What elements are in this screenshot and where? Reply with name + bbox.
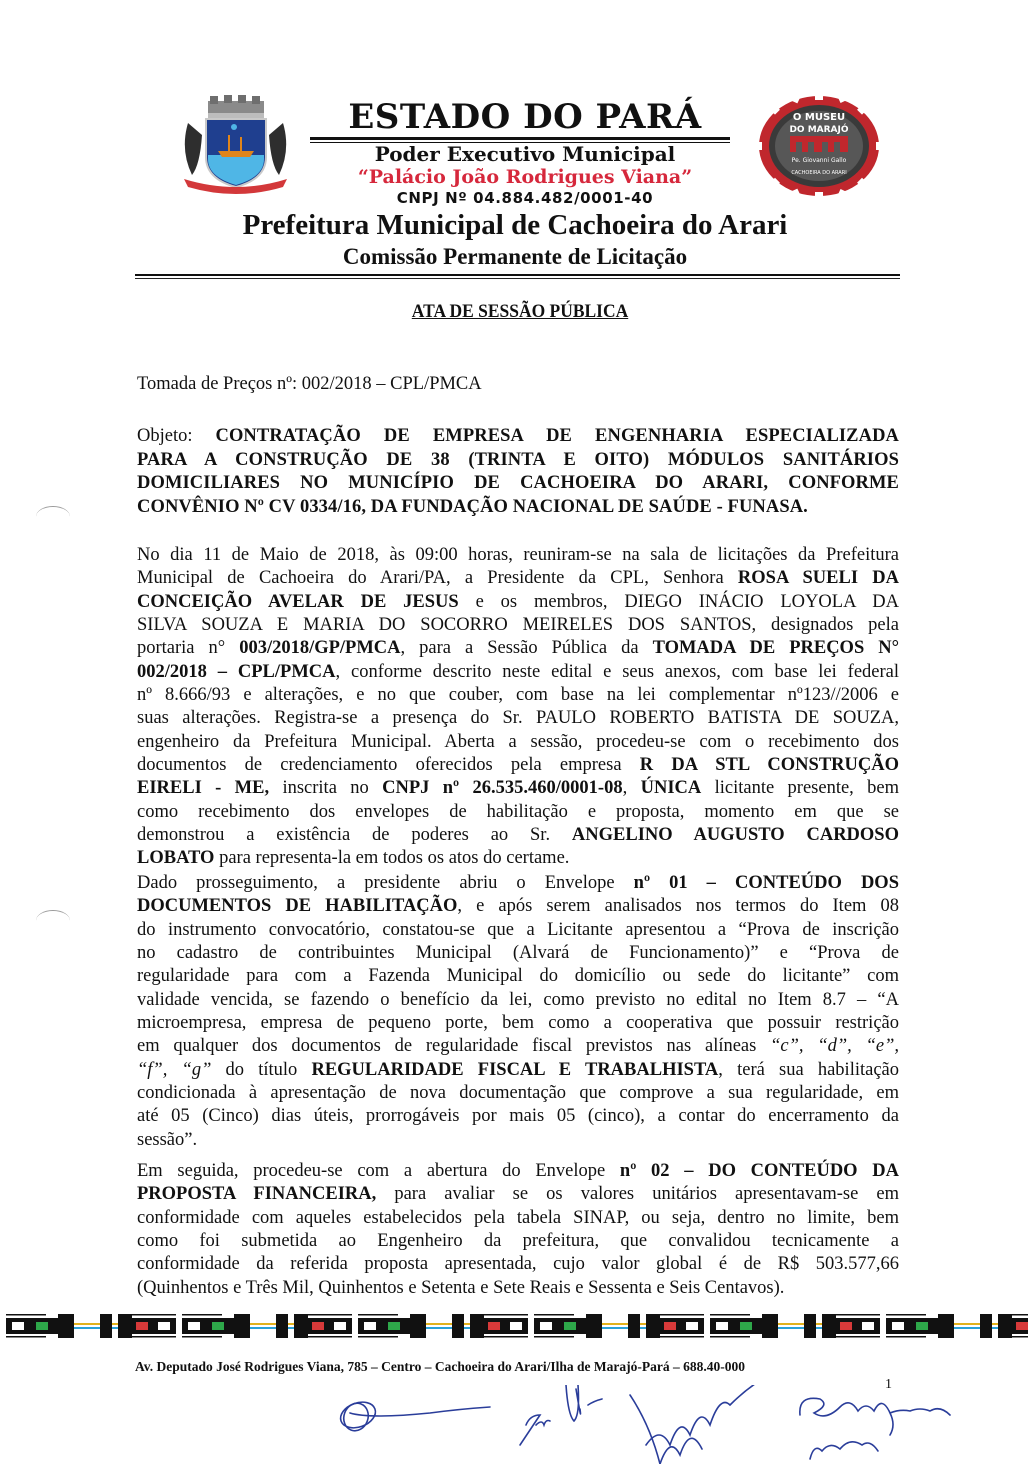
seal-text: Pe. Giovanni Gallo <box>791 157 847 164</box>
text-run: sessão”. <box>137 1129 198 1150</box>
bold-text: PROPOSTA FINANCEIRA, <box>137 1184 377 1205</box>
text-line <box>137 1035 899 1058</box>
text-line <box>137 872 899 895</box>
text-run: do instrumento convocatório, constatou-se que a Licitante apresentou a “Prova de inscrição <box>137 919 899 940</box>
footer-address: Av. Deputado José Rodrigues Viana, 785 – Centro – Cachoeira do Arari/Ilha de Marajó-Pará – 688.40-000 <box>135 1359 745 1374</box>
italic-text: “f”, “g” <box>137 1059 212 1080</box>
signatures-icon <box>330 1385 980 1464</box>
object-text: DOMICILIARES NO MUNICÍPIO DE CACHOEIRA DO ARARI, CONFORME <box>137 473 899 493</box>
bold-text: DOCUMENTOS DE HABILITAÇÃO <box>137 896 458 917</box>
text-line <box>137 801 899 824</box>
bold-text: CONCEIÇÃO AVELAR DE JESUS <box>137 591 459 612</box>
marajoara-border-band <box>0 1312 1028 1340</box>
text-line <box>137 637 899 660</box>
bold-text: 003/2018/GP/PMCA <box>239 638 401 659</box>
municipal-cnpj: CNPJ Nº 04.884.482/0001-40 <box>396 189 654 207</box>
text-line <box>137 754 899 777</box>
object-section <box>137 425 899 519</box>
punch-hole-mark <box>36 506 70 527</box>
text-run: No dia 11 de Maio de 2018, às 09:00 horas, reuniram-se na sala de licitações da Prefeitura <box>137 545 899 565</box>
bold-text: LOBATO <box>137 848 215 869</box>
bold-text: EIRELI - ME, <box>137 778 270 799</box>
text-run: documentos de credenciamento oferecidos pela empresa <box>137 755 640 776</box>
bold-text: ANGELINO AUGUSTO CARDOSO <box>571 825 899 846</box>
text-run: no cadastro de contribuintes Municipal (Alvará de Funcionamento)” e “Prova de <box>137 943 899 964</box>
text-run: SILVA SOUZA E MARIA DO SOCORRO MEIRELES DOS SANTOS, designados pela <box>137 615 899 636</box>
seal-text: DO MARAJÓ <box>789 125 849 135</box>
text-run: até 05 (Cinco) dias úteis, prorrogáveis por mais 05 (cinco), a contar do encerramento da <box>137 1106 899 1127</box>
text-line <box>137 1059 899 1082</box>
text-run: inscrita no <box>269 778 383 799</box>
signature-mark <box>337 1398 490 1435</box>
bold-text: nº 01 – CONTEÚDO DOS <box>633 873 899 893</box>
executive-power-heading: Poder Executivo Municipal <box>374 142 676 166</box>
text-run: como foi submetida ao Engenheiro da prefeitura, que convalidou tecnicamente a <box>137 1231 899 1252</box>
text-run: , terá sua habilitação <box>718 1059 899 1080</box>
bold-text: TOMADA DE PREÇOS N° <box>652 638 899 659</box>
text-line <box>137 591 899 614</box>
text-line <box>137 614 899 637</box>
bold-text: R DA STL CONSTRUÇÃO <box>639 755 899 776</box>
bold-text: nº 02 – DO CONTEÚDO DA <box>619 1161 899 1181</box>
text-run: e os membros, DIEGO INÁCIO LOYOLA DA <box>458 591 899 612</box>
text-run: Dado prosseguimento, a presidente abriu o Envelope <box>137 873 634 893</box>
paragraph-habilitation <box>137 872 899 1152</box>
signature-mark <box>800 1398 950 1459</box>
text-line <box>137 824 899 847</box>
text-run: licitante presente, bem <box>701 778 900 799</box>
museum-seal-icon <box>756 94 882 198</box>
seal-text: CACHOEIRA DO ARARI <box>791 170 847 176</box>
header-divider <box>135 274 900 276</box>
band-motif <box>886 1314 1028 1338</box>
text-run: do título <box>211 1059 312 1080</box>
text-line <box>137 1183 899 1206</box>
text-run: Em seguida, procedeu-se com a abertura do Envelope <box>137 1161 620 1181</box>
text-line <box>137 1253 899 1276</box>
commission-heading: Comissão Permanente de Licitação <box>342 244 688 269</box>
header-divider <box>135 278 900 279</box>
text-run: para avaliar se os valores unitários apresentavam-se em <box>376 1184 899 1205</box>
text-line <box>137 965 899 988</box>
text-line <box>137 684 899 707</box>
text-line <box>137 1207 899 1230</box>
band-motif <box>710 1314 880 1338</box>
text-run: (Quinhentos e Três Mil, Quinhentos e Setenta e Sete Reais e Sessenta e Seis Centavos). <box>137 1277 785 1298</box>
state-heading: ESTADO DO PARÁ <box>348 97 702 137</box>
band-motif <box>182 1314 352 1338</box>
object-text: CONVÊNIO Nº CV 0334/16, DA FUNDAÇÃO NACIONAL DE SAÚDE - FUNASA. <box>137 496 808 517</box>
text-line <box>137 1082 899 1105</box>
text-run: conformidade da referida proposta apresentada, cujo valor global é de R$ 503.577,66 <box>137 1254 899 1275</box>
bold-text: CNPJ nº 26.535.460/0001-08 <box>382 778 623 799</box>
object-text: PARA A CONSTRUÇÃO DE 38 (TRINTA E OITO) MÓDULOS SANITÁRIOS <box>137 449 899 470</box>
text-line <box>137 847 899 870</box>
text-run: regularidade para com a Fazenda Municipal do domicílio ou sede do licitante” com <box>137 966 899 987</box>
signature-mark <box>520 1385 602 1445</box>
bold-text: 002/2018 – CPL/PMCA <box>137 661 336 682</box>
text-run: microempresa, empresa de pequeno porte, bem como a cooperativa que possuir restrição <box>137 1013 899 1034</box>
text-run: , para a Sessão Pública da <box>400 638 653 659</box>
text-run: , <box>622 778 641 799</box>
text-run: condicionada à apresentação de nova documentação que comprove a sua regularidade, em <box>137 1083 899 1104</box>
bold-text: ÚNICA <box>640 778 702 799</box>
text-run: em qualquer dos documentos de regularidade fiscal previstos nas alíneas <box>137 1036 771 1057</box>
document-title: ATA DE SESSÃO PÚBLICA <box>411 301 629 322</box>
band-motif <box>534 1314 704 1338</box>
paragraph-financial-proposal <box>137 1160 899 1300</box>
text-line <box>137 942 899 965</box>
text-run: engenheiro da Prefeitura Municipal. Aberta a sessão, procedeu-se com o recebimento dos <box>137 731 899 752</box>
seal-text: O MUSEU <box>792 112 846 123</box>
text-line <box>137 1277 899 1300</box>
text-run: , e após serem analisados nos termos do Item 08 <box>457 896 899 917</box>
text-run: conformidade com aqueles estabelecidos pela tabela SINAP, ou seja, dentro no limite, bem <box>137 1207 899 1228</box>
text-run: portaria n° <box>137 638 240 659</box>
text-line <box>137 895 899 918</box>
text-line <box>137 544 899 567</box>
signature-mark <box>630 1385 770 1464</box>
text-run: demonstrou a existência de poderes ao Sr. <box>137 825 572 846</box>
text-line <box>137 777 899 800</box>
heading-underline <box>310 137 730 140</box>
text-run: como recebimento dos envelopes de habilitação e proposta, momento em que se <box>137 801 899 822</box>
text-run: Municipal de Cachoeira do Arari/PA, a Presidente da CPL, Senhora <box>137 568 738 589</box>
text-line <box>137 1012 899 1035</box>
tender-number: Tomada de Preços nº: 002/2018 – CPL/PMCA <box>137 374 482 394</box>
text-run: suas alterações. Registra-se a presença do Sr. PAULO ROBERTO BATISTA DE SOUZA, <box>137 708 899 729</box>
italic-text: “c”, “d”, “e”, <box>770 1036 900 1057</box>
paragraph-session-opening <box>137 544 899 871</box>
text-line <box>137 1129 899 1152</box>
text-line <box>137 989 899 1012</box>
text-line <box>137 731 899 754</box>
text-line <box>137 1160 899 1183</box>
bold-text: ROSA SUELI DA <box>737 568 899 589</box>
text-line <box>137 661 899 684</box>
text-run: validade vencida, se fazendo o benefício da lei, como previsto no edital no Item 8.7 – “A <box>137 989 899 1010</box>
text-line <box>137 567 899 590</box>
text-line <box>137 1230 899 1253</box>
band-motif <box>6 1314 176 1338</box>
palace-name: “Palácio João Rodrigues Viana” <box>357 166 693 188</box>
text-run: para representa-la em todos os atos do certame. <box>214 848 570 869</box>
text-line <box>137 707 899 730</box>
band-motif <box>358 1314 528 1338</box>
bold-text: REGULARIDADE FISCAL E TRABALHISTA <box>311 1059 719 1080</box>
text-run: , conforme descrito neste edital e seus anexos, com base lei federal <box>335 661 899 682</box>
object-label: Objeto: <box>137 426 193 446</box>
page-number: 1 <box>885 1377 892 1392</box>
object-text: CONTRATAÇÃO DE EMPRESA DE ENGENHARIA ESPECIALIZADA <box>215 426 899 446</box>
punch-hole-mark <box>36 910 70 931</box>
text-line <box>137 1105 899 1128</box>
prefecture-heading: Prefeitura Municipal de Cachoeira do Arari <box>242 209 788 241</box>
text-run: nº 8.666/93 e alterações, e no que couber, com base na lei complementar nº123//2006 e <box>137 685 899 706</box>
text-line <box>137 919 899 942</box>
